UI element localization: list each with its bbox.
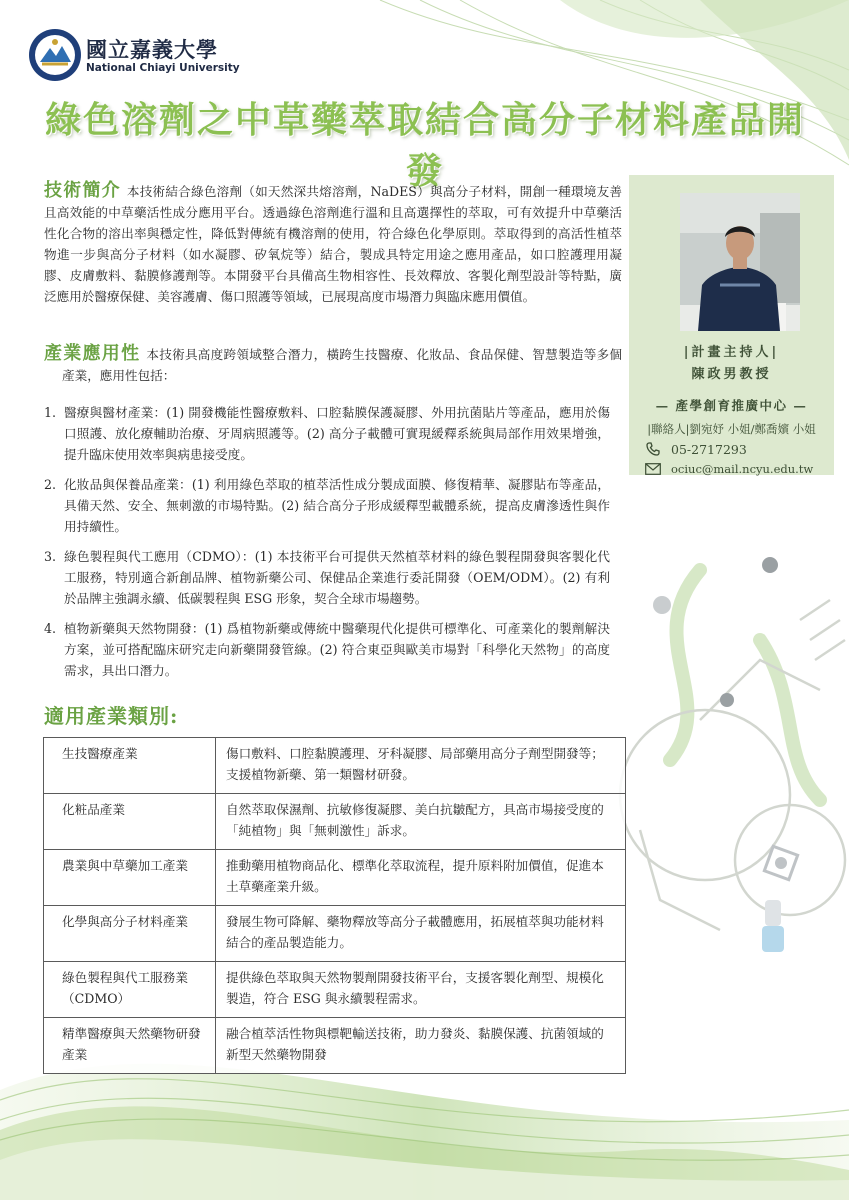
industry-category: 化學與高分子材料產業: [44, 906, 216, 962]
industry-category: 農業與中草藥加工產業: [44, 850, 216, 906]
industry-description: 傷口敷料、口腔黏膜護理、牙科凝膠、局部藥用高分子劑型開發等；支援植物新藥、第一類醫材研發。: [216, 738, 626, 794]
table-row: [44, 962, 626, 1018]
industry-category: 化粧品產業: [44, 794, 216, 850]
industry-description: 融合植萃活性物與標靶輸送技術，助力發炎、黏膜保護、抗菌領域的新型天然藥物開發: [216, 1018, 626, 1074]
industry-description: 推動藥用植物商品化、標準化萃取流程，提升原料附加價值，促進本土草藥產業升級。: [216, 850, 626, 906]
investigator-role: |計畫主持人|: [683, 345, 780, 360]
industry-description: 自然萃取保濕劑、抗敏修復凝膠、美白抗皺配方，具高市場接受度的「純植物」與「無刺激性」訴求。: [216, 794, 626, 850]
list-item: 1. 醫療與醫材產業：(1) 開發機能性醫療敷料、口腔黏膜保護凝膠、外用抗菌貼片等產品，應用於傷口照護、放化療輔助治療、牙周病照護等。(2) 高分子載體可實現緩釋系統與局部作用效果增強，提升臨床使用效率與病患接受度。: [44, 405, 610, 462]
table-row: [44, 738, 626, 794]
industry-category: 精準醫療與天然藥物研發產業: [44, 1018, 216, 1074]
center-name: — 產學創育推廣中心 —: [655, 398, 808, 413]
list-item: 3. 綠色製程與代工應用（CDMO）：(1) 本技術平台可提供天然植萃材料的綠色製程開發與客製化代工服務，特別適合新創品牌、植物新藥公司、保健品企業進行委託開發（OEM/ODM）。(2) 有利於品牌主強調永續、低碳製程與 ESG 形象，契合全球市場趨勢。: [44, 549, 610, 606]
phone-icon: [645, 441, 661, 457]
intro-text: 本技術結合綠色溶劑（如天然深共熔溶劑，NaDES）與高分子材料，開創一種環境友善且高效能的中草藥活性成分應用平台。透過綠色溶劑進行溫和且高選擇性的萃取，可有效提升中草藥活性化合物的溶出率與穩定性，降低對傳統有機溶劑的使用，符合綠色化學原則。萃取得到的高活性植萃物進一步與高分子材料（如水凝膠、矽氧烷等）結合，製成具特定用途之應用產品，如口腔護理用凝膠、皮膚敷料、黏膜修護劑等。本開發平台具備高生物相容性、長效釋放、客製化劑型設計等特點，廣泛應用於醫療保健、美容護膚、傷口照護等領域，已展現高度市場潛力與臨床應用價值。: [44, 184, 622, 304]
email-address[interactable]: ociuc@mail.ncyu.edu.tw: [671, 462, 813, 476]
table-row: [44, 794, 626, 850]
investigator-name: 陳政男教授: [691, 367, 772, 382]
university-emblem-icon: [28, 28, 82, 82]
contact-panel: [629, 175, 834, 475]
page-title: 綠色溶劑之中草藥萃取結合高分子材料產品開發: [44, 99, 805, 192]
intro-section: [44, 180, 622, 307]
mail-icon: [645, 463, 661, 475]
industry-description: 提供綠色萃取與天然物製劑開發技術平台，支援客製化劑型、規模化製造，符合 ESG 與永續製程需求。: [216, 962, 626, 1018]
contact-persons: |聯絡人|劉宛妤 小姐/鄭喬嬪 小姐: [647, 422, 816, 436]
industry-category: 綠色製程與代工服務業（CDMO）: [44, 962, 216, 1018]
investigator-photo: [680, 193, 800, 331]
applications-list: [44, 402, 610, 690]
university-name-en: National Chiayi University: [86, 62, 240, 74]
list-item: 4. 植物新藥與天然物開發：(1) 爲植物新藥或傳統中醫藥現代化提供可標準化、可產業化的製劑解決方案，並可搭配臨床研究走向新藥開發管線。(2) 符合東亞與歐美市場對「科學化天然物」的高度需求，具出口潛力。: [44, 621, 610, 678]
industry-category: 生技醫療產業: [44, 738, 216, 794]
industries-heading: 適用產業類別:: [44, 704, 179, 728]
intro-heading: 技術簡介: [44, 180, 121, 201]
university-name-zh: 國立嘉義大學: [86, 37, 218, 62]
phone-number: 05-2717293: [671, 442, 747, 457]
table-row: [44, 906, 626, 962]
industries-table: [43, 737, 626, 1074]
table-row: [44, 850, 626, 906]
applications-section: [44, 343, 622, 386]
applications-lead: 本技術具高度跨領域整合潛力，橫跨生技醫療、化妝品、食品保健、智慧製造等多個產業，應用性包括：: [62, 347, 623, 383]
industry-description: 發展生物可降解、藥物釋放等高分子載體應用，拓展植萃與功能材料結合的產品製造能力。: [216, 906, 626, 962]
applications-heading: 產業應用性: [44, 343, 141, 364]
table-row: [44, 1018, 626, 1074]
university-logo: [28, 28, 240, 84]
list-item: 2. 化妝品與保養品產業：(1) 利用綠色萃取的植萃活性成分製成面膜、修復精華、凝膠貼布等產品，具備天然、安全、無刺激的市場特點。(2) 結合高分子形成緩釋型載體系統，提高皮膚滲透性與作用持續性。: [44, 477, 610, 534]
